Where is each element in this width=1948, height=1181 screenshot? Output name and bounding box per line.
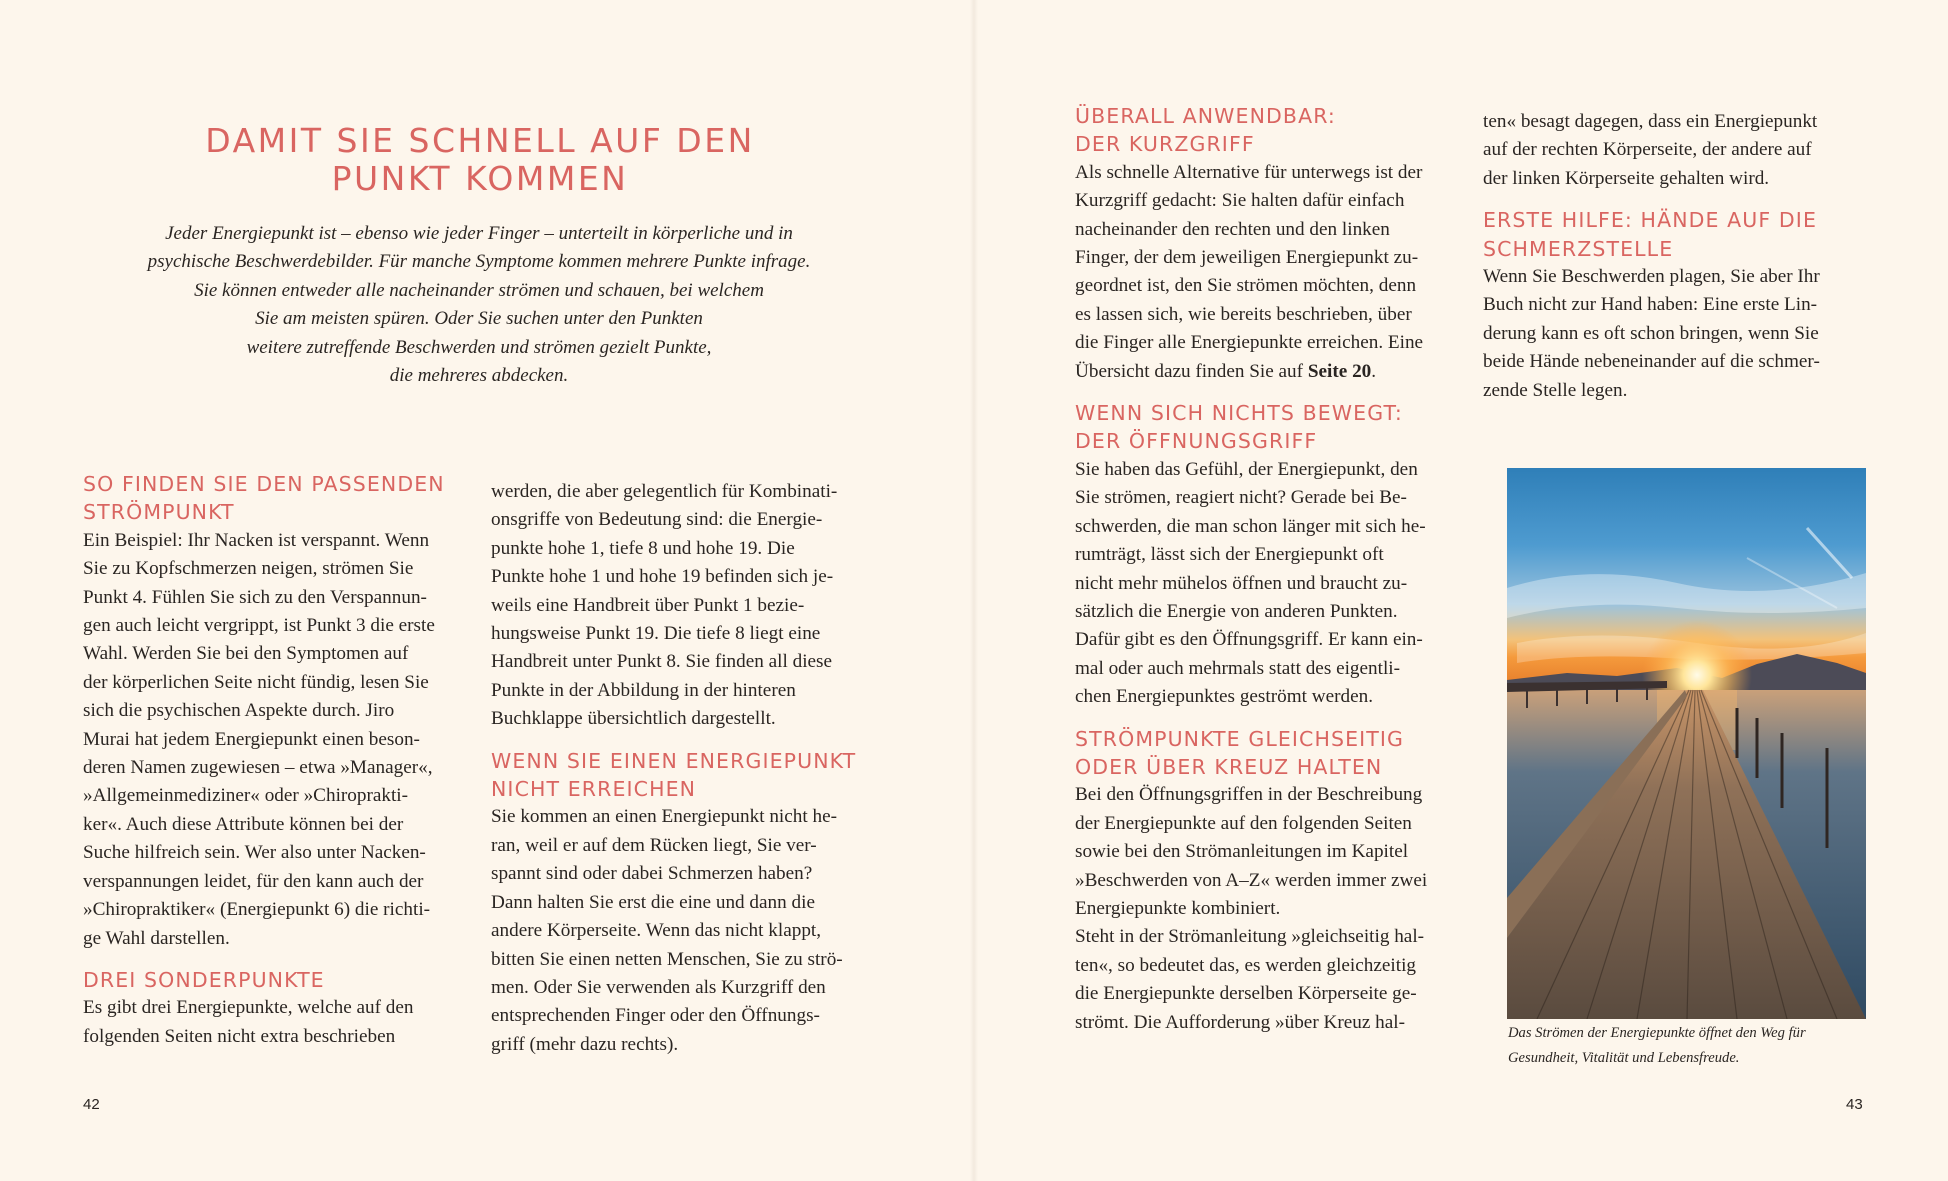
left-column-2 — [491, 478, 883, 1059]
text-line: Sie kommen an einen Energiepunkt nicht he- — [491, 806, 837, 828]
heading-line: DER KURZGRIFF — [1075, 132, 1255, 157]
body-paragraph — [83, 527, 475, 953]
text-line: Finger, der dem jeweiligen Energiepunkt zu- — [1075, 247, 1419, 269]
heading-line: ODER ÜBER KREUZ HALTEN — [1075, 754, 1383, 779]
page-number: 43 — [1846, 1096, 1863, 1113]
page-number: 42 — [83, 1096, 100, 1113]
section-heading-erste-hilfe — [1483, 206, 1875, 263]
text-line: sich die psychischen Aspekte durch. Jiro — [83, 700, 395, 722]
text-line: der linken Körperseite gehalten wird. — [1483, 167, 1770, 189]
text-line: die Finger alle Energiepunkte erreichen. Eine — [1075, 332, 1424, 354]
photo-caption — [1508, 1021, 1868, 1071]
text-line: Suche hilfreich sein. Wer also unter Nacken- — [83, 842, 426, 864]
body-paragraph — [1483, 108, 1875, 193]
text-line: gen auch leicht vergrippt, ist Punkt 3 die erste — [83, 615, 435, 637]
text-line: Sie zu Kopfschmerzen neigen, strömen Sie — [83, 558, 414, 580]
text-line: spannt sind oder dabei Schmerzen haben? — [491, 863, 813, 885]
text-line: sowie bei den Strömanleitungen im Kapitel — [1075, 841, 1409, 863]
text-line: zende Stelle legen. — [1483, 379, 1628, 401]
heading-line: DER ÖFFNUNGSGRIFF — [1075, 429, 1318, 454]
text-line: auf der rechten Körperseite, der andere auf — [1483, 139, 1812, 161]
text-line: beide Hände nebeneinander auf die schmer- — [1483, 351, 1820, 373]
intro-line: Jeder Energiepunkt ist – ebenso wie jeder Finger – unterteilt in körperliche und in — [165, 223, 793, 244]
text-line: die Energiepunkte derselben Körperseite ge- — [1075, 983, 1417, 1005]
text-line: hungsweise Punkt 19. Die tiefe 8 liegt eine — [491, 623, 821, 645]
text-line: andere Körperseite. Wenn das nicht klappt, — [491, 920, 822, 942]
text-line: Steht in der Strömanleitung »gleichseitig hal- — [1075, 926, 1425, 948]
text-line: Dafür gibt es den Öffnungsgriff. Er kann ein- — [1075, 629, 1423, 651]
intro-line: Sie können entweder alle nacheinander strömen und schauen, bei welchem — [194, 279, 764, 301]
pier-sunset-photo — [1507, 468, 1866, 1019]
heading-line: NICHT ERREICHEN — [491, 777, 697, 802]
left-column-1 — [83, 470, 475, 1051]
text-line: Es gibt drei Energiepunkte, welche auf den — [83, 997, 414, 1019]
heading-line: ÜBERALL ANWENDBAR: — [1075, 104, 1336, 128]
text-line: strömt. Die Aufforderung »über Kreuz hal- — [1075, 1011, 1405, 1033]
text-line: ker«. Auch diese Attribute können bei der — [83, 813, 404, 835]
text-line: ran, weil er auf dem Rücken liegt, Sie ver- — [491, 834, 817, 856]
text-line: Buchklappe übersichtlich dargestellt. — [491, 708, 776, 730]
text-line: der Energiepunkte auf den folgenden Seiten — [1075, 812, 1412, 834]
heading-line: WENN SIE EINEN ENERGIEPUNKT — [491, 748, 857, 773]
text-line: deren Namen zugewiesen – etwa »Manager«, — [83, 757, 433, 779]
intro-paragraph — [98, 220, 860, 390]
text-line: Punkt 4. Fühlen Sie sich zu den Verspannun- — [83, 586, 427, 608]
text-line: men. Oder Sie verwenden als Kurzgriff den — [491, 976, 826, 998]
text-line: Sie strömen, reagiert nicht? Gerade bei Be- — [1075, 487, 1407, 509]
heading-line: SCHMERZSTELLE — [1483, 236, 1674, 261]
body-paragraph — [491, 478, 883, 734]
body-paragraph — [83, 994, 475, 1051]
text-line: weils eine Handbreit über Punkt 1 bezie- — [491, 594, 805, 616]
text-line: Ein Beispiel: Ihr Nacken ist verspannt. Wenn — [83, 529, 430, 551]
text-line: bitten Sie einen netten Menschen, Sie zu strö- — [491, 948, 843, 970]
body-paragraph — [1075, 159, 1467, 386]
heading-line: SO FINDEN SIE DEN PASSENDEN — [83, 472, 445, 496]
body-paragraph — [1075, 781, 1467, 1037]
text-line: Murai hat jedem Energiepunkt einen beson- — [83, 728, 420, 750]
heading-line: ERSTE HILFE: HÄNDE AUF DIE — [1483, 208, 1817, 233]
text-line: ten« besagt dagegen, dass ein Energiepunkt — [1483, 111, 1818, 132]
text-line: Buch nicht zur Hand haben: Eine erste Lin- — [1483, 294, 1818, 316]
text-line: »Beschwerden von A–Z« werden immer zwei — [1075, 869, 1428, 891]
heading-line: STRÖMPUNKT — [83, 500, 235, 525]
text-line: verspannungen leidet, für den kann auch der — [83, 870, 424, 892]
section-heading-gleichseitig — [1075, 725, 1467, 782]
text-line: ge Wahl darstellen. — [83, 927, 230, 949]
body-paragraph — [1483, 263, 1875, 405]
section-heading-stroempunkt — [83, 470, 475, 527]
text-line: derung kann es oft schon bringen, wenn Sie — [1483, 322, 1819, 344]
text-line: Energiepunkte kombiniert. — [1075, 897, 1281, 919]
intro-line: Sie am meisten spüren. Oder Sie suchen unter den Punkten — [255, 308, 703, 330]
text-line: schwerden, die man schon länger mit sich he- — [1075, 515, 1426, 537]
text-line: »Allgemeinmediziner« oder »Chiroprakti- — [83, 785, 409, 807]
text-line: der körperlichen Seite nicht fündig, lesen Sie — [83, 671, 429, 693]
text-line: Dann halten Sie erst die eine und dann die — [491, 891, 815, 913]
text-line: nicht mehr mühelos öffnen und braucht zu- — [1075, 572, 1408, 594]
right-column-1 — [1075, 102, 1467, 1037]
heading-line: STRÖMPUNKTE GLEICHSEITIG — [1075, 726, 1405, 751]
text-line: rumträgt, lässt sich der Energiepunkt oft — [1075, 544, 1384, 566]
text-line: geordnet ist, den Sie strömen möchten, denn — [1075, 275, 1417, 297]
section-heading-oeffnungsgriff — [1075, 399, 1467, 456]
text-line: Sie haben das Gefühl, der Energiepunkt, den — [1075, 458, 1418, 480]
intro-line: psychische Beschwerdebilder. Für manche Symptome kommen mehrere Punkte infrage. — [147, 251, 811, 273]
text-line: Punkte in der Abbildung in der hinteren — [491, 679, 796, 701]
caption-line: Das Strömen der Energiepunkte öffnet den Weg für — [1508, 1025, 1806, 1041]
text-line: griff (mehr dazu rechts). — [491, 1033, 679, 1055]
text-line: »Chiropraktiker« (Energiepunkt 6) die richti- — [83, 899, 431, 921]
text-line: chen Energiepunktes geströmt werden. — [1075, 686, 1374, 708]
right-column-2 — [1483, 108, 1875, 405]
text-line: Übersicht dazu finden Sie auf — [1075, 360, 1308, 382]
body-paragraph — [491, 803, 883, 1059]
text-line: es lassen sich, wie bereits beschrieben, über — [1075, 303, 1412, 325]
text-line: ten«, so bedeutet das, es werden gleichzeitig — [1075, 954, 1416, 976]
section-heading-kurzgriff — [1075, 102, 1467, 159]
intro-line: die mehreres abdecken. — [389, 365, 569, 387]
section-heading-nicht-erreichen — [491, 747, 883, 804]
text-line: Kurzgriff gedacht: Sie halten dafür einfach — [1075, 190, 1405, 212]
text-line: nacheinander den rechten und den linken — [1075, 218, 1390, 240]
text-line: Als schnelle Alternative für unterwegs ist der — [1075, 161, 1423, 183]
text-line: mal oder auch mehrmals statt des eigentli- — [1075, 657, 1401, 679]
page-title — [100, 122, 860, 198]
text-line: entsprechenden Finger oder den Öffnungs- — [491, 1005, 820, 1027]
title-line: DAMIT SIE SCHNELL AUF DEN — [205, 121, 755, 160]
text-line: Wenn Sie Beschwerden plagen, Sie aber Ihr — [1483, 266, 1820, 288]
text-line: Bei den Öffnungsgriffen in der Beschreibung — [1075, 784, 1423, 806]
title-line: PUNKT KOMMEN — [331, 159, 629, 198]
heading-line: WENN SICH NICHTS BEWEGT: — [1075, 401, 1403, 426]
text-line: sätzlich die Energie von anderen Punkten. — [1075, 600, 1398, 622]
text-line: Wahl. Werden Sie bei den Symptomen auf — [83, 643, 409, 665]
text-line-end: . — [1371, 360, 1377, 382]
body-paragraph — [1075, 456, 1467, 712]
intro-line: weitere zutreffende Beschwerden und strömen gezielt Punkte, — [246, 336, 712, 358]
text-line: werden, die aber gelegentlich für Kombinati- — [491, 481, 838, 502]
text-line: folgenden Seiten nicht extra beschrieben — [83, 1025, 396, 1047]
section-heading-sonderpunkte: DREI SONDERPUNKTE — [83, 967, 325, 992]
text-line: Handbreit unter Punkt 8. Sie finden all diese — [491, 651, 833, 673]
text-line: Punkte hohe 1 und hohe 19 befinden sich je- — [491, 566, 834, 588]
text-line: punkte hohe 1, tiefe 8 und hohe 19. Die — [491, 537, 795, 559]
text-line: onsgriffe von Bedeutung sind: die Energie- — [491, 509, 823, 531]
caption-line: Gesundheit, Vitalität und Lebensfreude. — [1508, 1050, 1740, 1066]
page-reference: Seite 20 — [1307, 360, 1372, 382]
